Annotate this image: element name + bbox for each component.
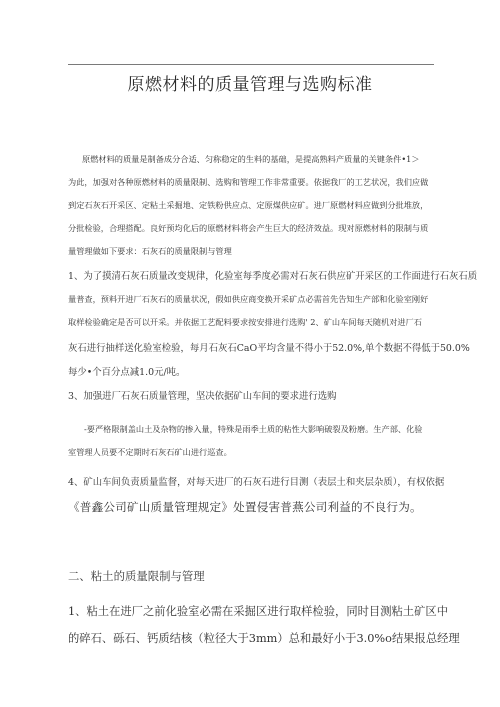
section-heading-clay: 二、粘土的质量限制与管理	[68, 569, 205, 583]
paragraph-2-line-4: 灰石进行抽样送化验室检验，每月石灰石CaO平均含量不得小于52.0%,单个数据不得低于50.0%	[68, 343, 470, 354]
paragraph-4-line-2: 室管理人员要不定期时石灰石矿山进行巡查。	[68, 447, 232, 457]
paragraph-2-line-5: 每少•个百分点减1.0元/吨。	[68, 367, 186, 378]
paragraph-7-line-2: 的碎石、砾石、钙质结核（粒径大于3mm）总和最好小于3.0%o结果报总经理	[68, 632, 460, 645]
header-rule	[68, 64, 434, 65]
document-title: 原燃材料的质量管理与选购标准	[127, 75, 373, 95]
paragraph-1-line-5: 量管理做如下要求：石灰石的质量限制与管理	[68, 246, 232, 256]
paragraph-5-line-2: 《普鑫公司矿山质量管理规定》处置侵害普燕公司利益的不良行为。	[68, 500, 422, 514]
paragraph-2-line-3: 取样检验确定是否可以开采。并依据工艺配料要求按安排进行选购' 2、矿山车间每天随机对进厂石	[68, 317, 422, 327]
paragraph-2-line-2: 量普查，预料开进厂石灰石的质量状况，假如供应商变换开采矿点必需首先告知生产部和化验室刚好	[68, 294, 429, 304]
paragraph-7-line-1: 1、粘土在进厂之前化验室必需在采掘区进行取样检验，同时目测粘土矿区中	[68, 605, 448, 618]
paragraph-5-line-1: 4、矿山车间负责质量监督，对每天进厂的石灰石进行目测（表层土和夹层杂质），有权依据	[68, 477, 445, 488]
paragraph-3-line-1: 3、加强进厂石灰石质量管理，坚决依据矿山车间的要求进行选购	[68, 391, 337, 402]
paragraph-4-line-1: -要严格限制盖山土及杂物的掺入量，特殊是雨季土质的粘性大影响破裂及粉磨。生产部、化验	[84, 424, 423, 434]
paragraph-1-line-3: 到定石灰石开采区、定粘土采掘地、定铁粉供应点、定原煤供应矿。进厂原燃材料应做到分批堆放，	[68, 200, 429, 210]
paragraph-1-line-4: 分批检验，合理搭配。良好预均化后的原燃材料将会产生巨大的经济效益。现对原燃材料的限制与质	[68, 223, 429, 233]
paragraph-2-line-1: 1、为了摸清石灰石质量改变规律，化验室每季度必需对石灰石供应矿开采区的工作面进行石灰石质	[68, 271, 478, 282]
paragraph-1-line-2: 为此，加强对各种原燃材料的质量限制、选购和管理工作非常重要。依据我厂的工艺状况，我们应做	[68, 177, 429, 187]
paragraph-1-line-1: 原燃材料的质量是制备成分合适、匀称稳定的生料的基础，是提高熟料产质量的关键条件•1＞	[82, 154, 420, 164]
